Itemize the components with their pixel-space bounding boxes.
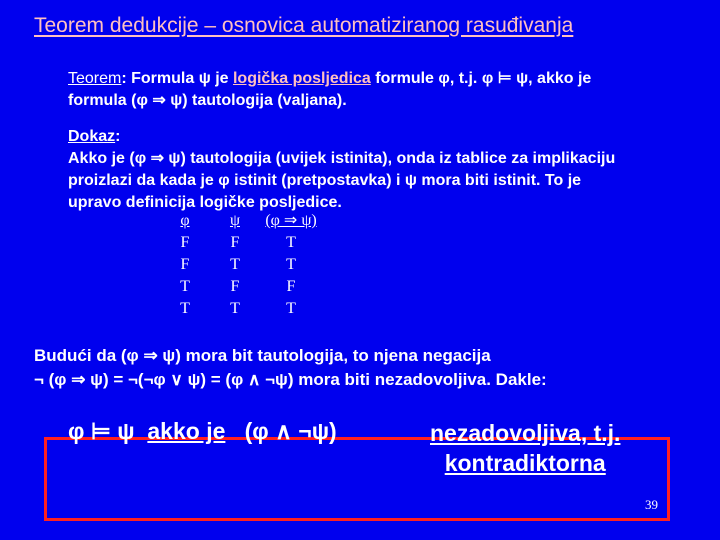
- cell: F: [180, 256, 190, 273]
- proof-line-2: proizlazi da kada je φ istinit (pretpostavka) i ψ mora biti istinit. To je: [68, 172, 582, 189]
- cell: F: [230, 278, 240, 295]
- theorem-paragraph: [68, 68, 591, 112]
- negation-line-1: Budući da (φ ⇒ ψ) mora bit tautologija, to njena negacija: [34, 346, 491, 365]
- cell: T: [286, 234, 296, 251]
- conclusion-expression: (φ ∧ ¬ψ): [244, 418, 337, 444]
- truth-table-row: [160, 298, 322, 320]
- proof-paragraph: [68, 126, 615, 214]
- theorem-line2: formula (φ ⇒ ψ) tautologija (valjana).: [68, 92, 347, 109]
- logical-consequence-link: logička posljedica: [232, 70, 371, 87]
- proof-line-3: upravo definicija logičke posljedice.: [68, 194, 342, 211]
- proof-label-suffix: :: [115, 128, 121, 145]
- negation-paragraph: [34, 344, 547, 392]
- conclusion-contradictory: kontradiktorna: [444, 450, 606, 476]
- truth-table-row: [160, 254, 322, 276]
- conclusion-left: [68, 418, 337, 445]
- truth-table-row: [160, 276, 322, 298]
- conclusion-right: [430, 418, 620, 478]
- cell: T: [286, 300, 296, 317]
- slide-title: Teorem dedukcije – osnovica automatiziranog rasuđivanja: [34, 14, 574, 37]
- cell: T: [180, 300, 190, 317]
- cell: F: [286, 278, 296, 295]
- proof-line-1: Akko je (φ ⇒ ψ) tautologija (uvijek istinita), onda iz tablice za implikaciju: [68, 150, 616, 167]
- cell: T: [230, 300, 240, 317]
- theorem-text-a: : Formula ψ je: [121, 70, 233, 87]
- truth-table: [160, 210, 322, 320]
- negation-line-2: ¬ (φ ⇒ ψ) = ¬(¬φ ∨ ψ) = (φ ∧ ¬ψ) mora biti nezadovoljiva. Dakle:: [34, 370, 547, 389]
- theorem-text-b: formule φ, t.j. φ ⊨ ψ, akko je: [370, 70, 592, 87]
- proof-label: Dokaz: [68, 128, 116, 145]
- truth-table-header: [160, 210, 322, 232]
- header-implication: (φ ⇒ ψ): [265, 212, 317, 229]
- page-number: 39: [645, 497, 658, 512]
- theorem-label: Teorem: [68, 70, 122, 87]
- cell: F: [230, 234, 240, 251]
- cell: F: [180, 234, 190, 251]
- conclusion-iff: akko je: [147, 418, 226, 444]
- cell: T: [286, 256, 296, 273]
- header-psi: ψ: [229, 212, 240, 229]
- header-phi: φ: [180, 212, 190, 229]
- truth-table-row: [160, 232, 322, 254]
- conclusion-unsatisfiable: nezadovoljiva, t.j.: [430, 420, 621, 446]
- cell: T: [230, 256, 240, 273]
- conclusion-entailment: φ ⊨ ψ: [68, 418, 135, 444]
- cell: T: [180, 278, 190, 295]
